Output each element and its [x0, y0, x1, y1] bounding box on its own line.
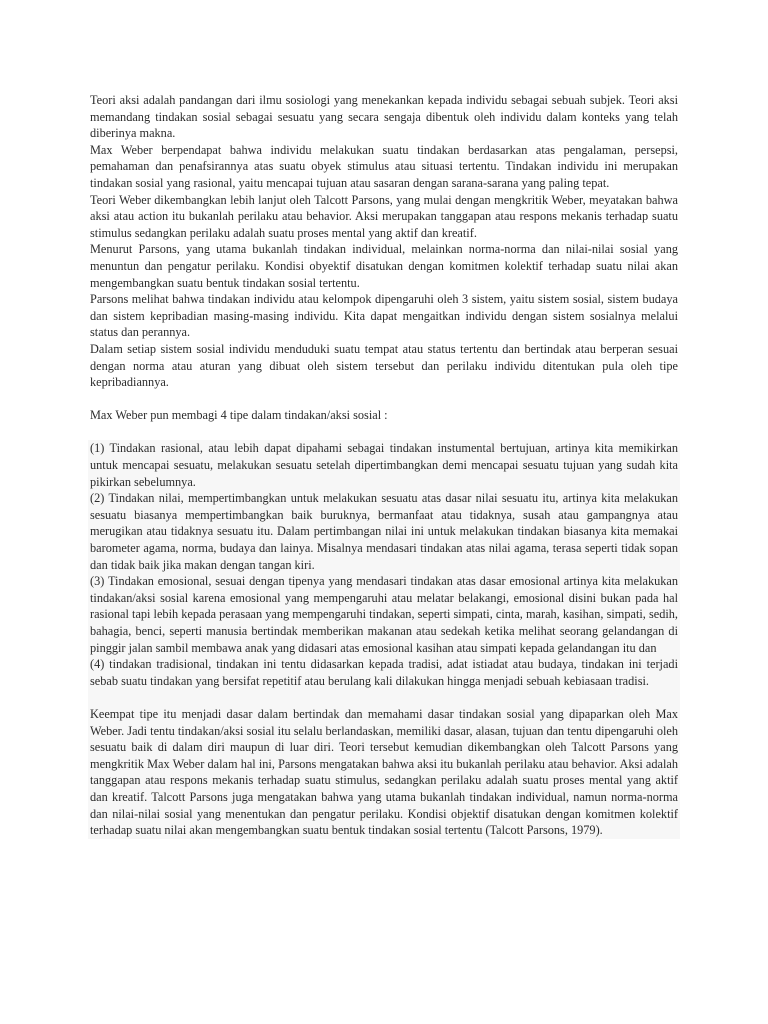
- action-types-list: [88, 440, 680, 706]
- action-type-rational: (1) Tindakan rasional, atau lebih dapat dipahami sebagai tindakan instumental bertujuan, artinya kita memikirkan untuk mencapai sesuatu, melakukan sesuatu setelah dipertimbangkan demi mencapai sesuatu tujuan yang sudah kita pikirkan sebelumnya.: [90, 441, 678, 489]
- action-type-value: (2) Tindakan nilai, mempertimbangkan untuk melakukan sesuatu atas dasar nilai sesuatu itu, artinya kita melakukan sesuatu biasanya mempertimbangkan baik buruknya, bermanfaat atau tidaknya, susah atau gampangnya atau merugikan atau tidaknya sesuatu itu. Dalam pertimbangan nilai ini untuk melakukan tindakan biasanya kita memakai barometer agama, norma, budaya dan lainya. Misalnya mendasari tindakan atas nilai agama, terasa seperti tidak sopan dan tidak baik jika makan dengan tangan kiri.: [90, 491, 678, 572]
- intro-paragraph-2: Max Weber berpendapat bahwa individu melakukan suatu tindakan berdasarkan atas pengalaman, persepsi, pemahaman dan penafsirannya atas suatu obyek stimulus atau situasi tertentu. Tindakan individu ini merupakan tindakan sosial yang rasional, yaitu mencapai tujuan atau sasaran dengan sarana-sarana yang paling tepat.: [90, 142, 678, 190]
- document-body: [90, 92, 678, 839]
- intro-paragraph-5: Parsons melihat bahwa tindakan individu atau kelompok dipengaruhi oleh 3 sistem, yaitu sistem sosial, sistem budaya dan sistem kepribadian masing-masing individu. Kita dapat mengaitkan individu dengan sistem sosialnya melalui status dan perannya.: [90, 292, 678, 340]
- intro-paragraph-1: Teori aksi adalah pandangan dari ilmu sosiologi yang menekankan kepada individu sebagai sebuah subjek. Teori aksi memandang tindakan sosial sebagai sesuatu yang secara sengaja dibentuk oleh individu dalam konteks yang telah diberinya makna.: [90, 93, 678, 141]
- action-type-emotional: (3) Tindakan emosional, sesuai dengan tipenya yang mendasari tindakan atas dasar emosional artinya kita melakukan tindakan/aksi sosial karena emosional yang mempengaruhi atau melatar belakangi, emosional disini bukan pada hal rasional tapi lebih kepada perasaan yang mempengaruhi tindakan, seperti simpati, cinta, marah, kasihan, simpati, sedih, bahagia, benci, seperti manusia bertindak memberikan makanan atau sedekah ketika melihat seorang gelandangan di pinggir jalan sambil membawa anak yang didasari atas emosional kasihan atau simpati kepada gelandangan itu dan: [90, 574, 678, 655]
- conclusion-block: [88, 706, 680, 839]
- paragraph-spacer: [90, 391, 678, 408]
- intro-paragraph-3: Teori Weber dikembangkan lebih lanjut oleh Talcott Parsons, yang mulai dengan mengkritik Weber, meyatakan bahwa aksi atau action itu bukanlah perilaku atau behavior. Aksi merupakan tanggapan atau respons mekanis terhadap suatu stimulus sedangkan perilaku adalah suatu proses mental yang aktif dan kreatif.: [90, 192, 678, 240]
- intro-paragraph-6: Dalam setiap sistem sosial individu menduduki suatu tempat atau status tertentu dan bertindak atau berperan sesuai dengan norma atau aturan yang dibuat oleh sistem tersebut dan perilaku individu ditentukan pula oleh tipe kepribadiannya.: [90, 341, 678, 390]
- paragraph-spacer: [90, 689, 678, 706]
- intro-paragraph-4: Menurut Parsons, yang utama bukanlah tindakan individual, melainkan norma-norma dan nilai-nilai sosial yang menuntun dan pengatur perilaku. Kondisi obyektif disatukan dengan komitmen kolektif terhadap suatu nilai akan mengembangkan suatu bentuk tindakan sosial tertentu.: [90, 242, 678, 290]
- action-type-traditional: (4) tindakan tradisional, tindakan ini tentu didasarkan kepada tradisi, adat istiadat atau budaya, tindakan ini terjadi sebab suatu tindakan yang bersifat repetitif atau berulang kali dilakukan hingga menjadi sebuah kebiasaan tradisi.: [90, 657, 678, 688]
- conclusion-paragraph: Keempat tipe itu menjadi dasar dalam bertindak dan memahami dasar tindakan sosial yang dipaparkan oleh Max Weber. Jadi tentu tindakan/aksi sosial itu selalu berlandaskan, memiliki dasar, alasan, tujuan dan tentu dipengaruhi oleh sesuatu baik di dalam diri maupun di luar diri. Teori tersebut kemudian dikembangkan oleh Talcott Parsons yang mengkritik Max Weber dalam hal ini, Parsons mengatakan bahwa aksi itu bukanlah perilaku atau behavior. Aksi adalah tanggapan atau respons mekanis terhadap suatu stimulus, sedangkan perilaku adalah suatu proses mental yang aktif dan kreatif. Talcott Parsons juga mengatakan bahwa yang utama bukanlah tindakan individual, namun norma-norma dan nilai-nilai sosial yang menentukan dan pengatur perilaku. Kondisi objektif disatukan dengan komitmen kolektif terhadap suatu nilai akan mengembangkan suatu bentuk tindakan sosial tertentu (Talcott Parsons, 1979).: [90, 706, 678, 838]
- types-heading: Max Weber pun membagi 4 tipe dalam tindakan/aksi sosial :: [90, 408, 388, 423]
- paragraph-spacer: [90, 424, 678, 441]
